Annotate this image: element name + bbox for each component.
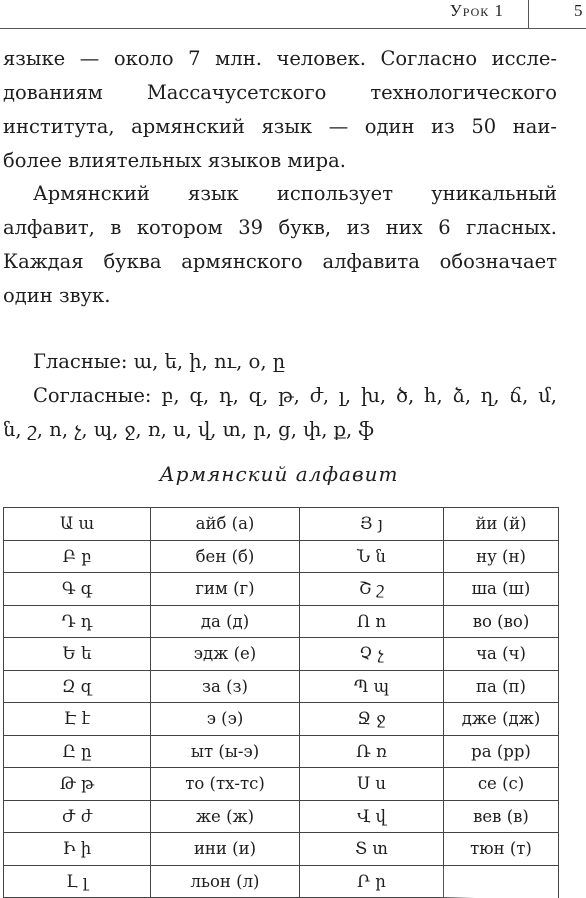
letter-name-cell: ну (н) [444,540,559,573]
letter-name-cell: дже (дж) [444,703,559,736]
letter-cell: Գ գ [4,573,151,606]
table-row [4,638,559,671]
letter-name-cell: ча (ч) [444,638,559,671]
paragraph-2 [3,177,557,313]
header-divider [528,0,529,28]
letter-cell: Վ վ [300,800,444,833]
table-caption: Армянский алфавит [159,462,399,486]
letter-cell: Ե ե [4,638,151,671]
consonants-text: Согласные: բ, գ, դ, զ, թ, ժ, լ, խ, ծ, հ, ձ, ղ, ճ, մ, [33,384,557,407]
text-line: более влиятельных языков мира. [3,149,346,172]
vowels-line [3,345,557,379]
letter-name-cell: во (во) [444,605,559,638]
letter-cell: Է է [4,703,151,736]
letter-cell: Պ պ [300,670,444,703]
letter-name-cell: ыт (ы-э) [151,735,300,768]
letter-name-cell: да (д) [151,605,300,638]
text-line: института, армянский язык — один из 50 наи- [3,115,557,138]
letter-cell: Ի ի [4,833,151,866]
letter-name-cell: льон (л) [151,865,300,898]
consonants-text: ն, շ, ո, չ, պ, ջ, ռ, ս, վ, տ, ր, ց, փ, ք, ֆ [3,418,375,441]
letter-cell: Զ զ [4,670,151,703]
letter-name-cell: гим (г) [151,573,300,606]
letter-name-cell: же (ж) [151,800,300,833]
table-row [4,670,559,703]
page-header [0,0,586,29]
table-row [4,768,559,801]
letter-name-cell: па (п) [444,670,559,703]
letter-name-cell: э (э) [151,703,300,736]
letter-name-cell: се (с) [444,768,559,801]
letter-name-cell: йи (й) [444,508,559,541]
letter-cell: Յ յ [300,508,444,541]
letter-cell: Ժ ժ [4,800,151,833]
paragraph-1 [3,42,557,178]
letter-cell: Չ չ [300,638,444,671]
letter-name-cell: за (з) [151,670,300,703]
text-line: языке — около 7 млн. человек. Согласно иссле- [3,47,557,70]
table-row [4,508,559,541]
letter-name-cell: бен (б) [151,540,300,573]
letter-cell: Դ դ [4,605,151,638]
letter-cell: Ը ը [4,735,151,768]
letter-name-cell: то (тх-тс) [151,768,300,801]
lesson-label: Урок 1 [449,1,504,20]
table-row [4,605,559,638]
letter-cell: Ռ ռ [300,735,444,768]
table-row [4,800,559,833]
alphabet-table [3,507,559,898]
letter-name-cell: эдж (е) [151,638,300,671]
letter-name-cell: вев (в) [444,800,559,833]
letter-name-cell: тюн (т) [444,833,559,866]
letter-cell: Թ թ [4,768,151,801]
page-number: 5 [574,1,583,20]
text-line: один звук. [3,284,111,307]
text-line: Каждая буква армянского алфавита обозначает [3,250,557,273]
vowels-text: Гласные: ա, ե, ի, ու, օ, ը [33,350,286,373]
letter-cell: Բ բ [4,540,151,573]
letter-cell: Շ շ [300,573,444,606]
table-row [4,735,559,768]
letter-name-cell: ра (рр) [444,735,559,768]
letter-cell: Տ տ [300,833,444,866]
letter-cell: Ա ա [4,508,151,541]
table-row [4,703,559,736]
letter-name-cell: ша (ш) [444,573,559,606]
letter-cell: Ս ս [300,768,444,801]
blurred-cell-overlay [440,868,558,898]
letter-name-cell: айб (а) [151,508,300,541]
letter-name-cell: ини (и) [151,833,300,866]
alphabet-table-body [4,508,559,898]
text-line: Армянский язык использует уникальный [33,182,557,205]
letter-cell: Ո ո [300,605,444,638]
text-line: алфавит, в котором 39 букв, из них 6 гласных. [3,216,557,239]
table-row [4,540,559,573]
letter-cell: Ջ ջ [300,703,444,736]
consonants-block [3,379,557,447]
table-row [4,833,559,866]
text-line: дованиям Массачусетского технологического [3,81,557,104]
letter-cell: Ն ն [300,540,444,573]
letter-cell: Լ լ [4,865,151,898]
letter-cell: Ր ր [300,865,444,898]
table-row [4,573,559,606]
